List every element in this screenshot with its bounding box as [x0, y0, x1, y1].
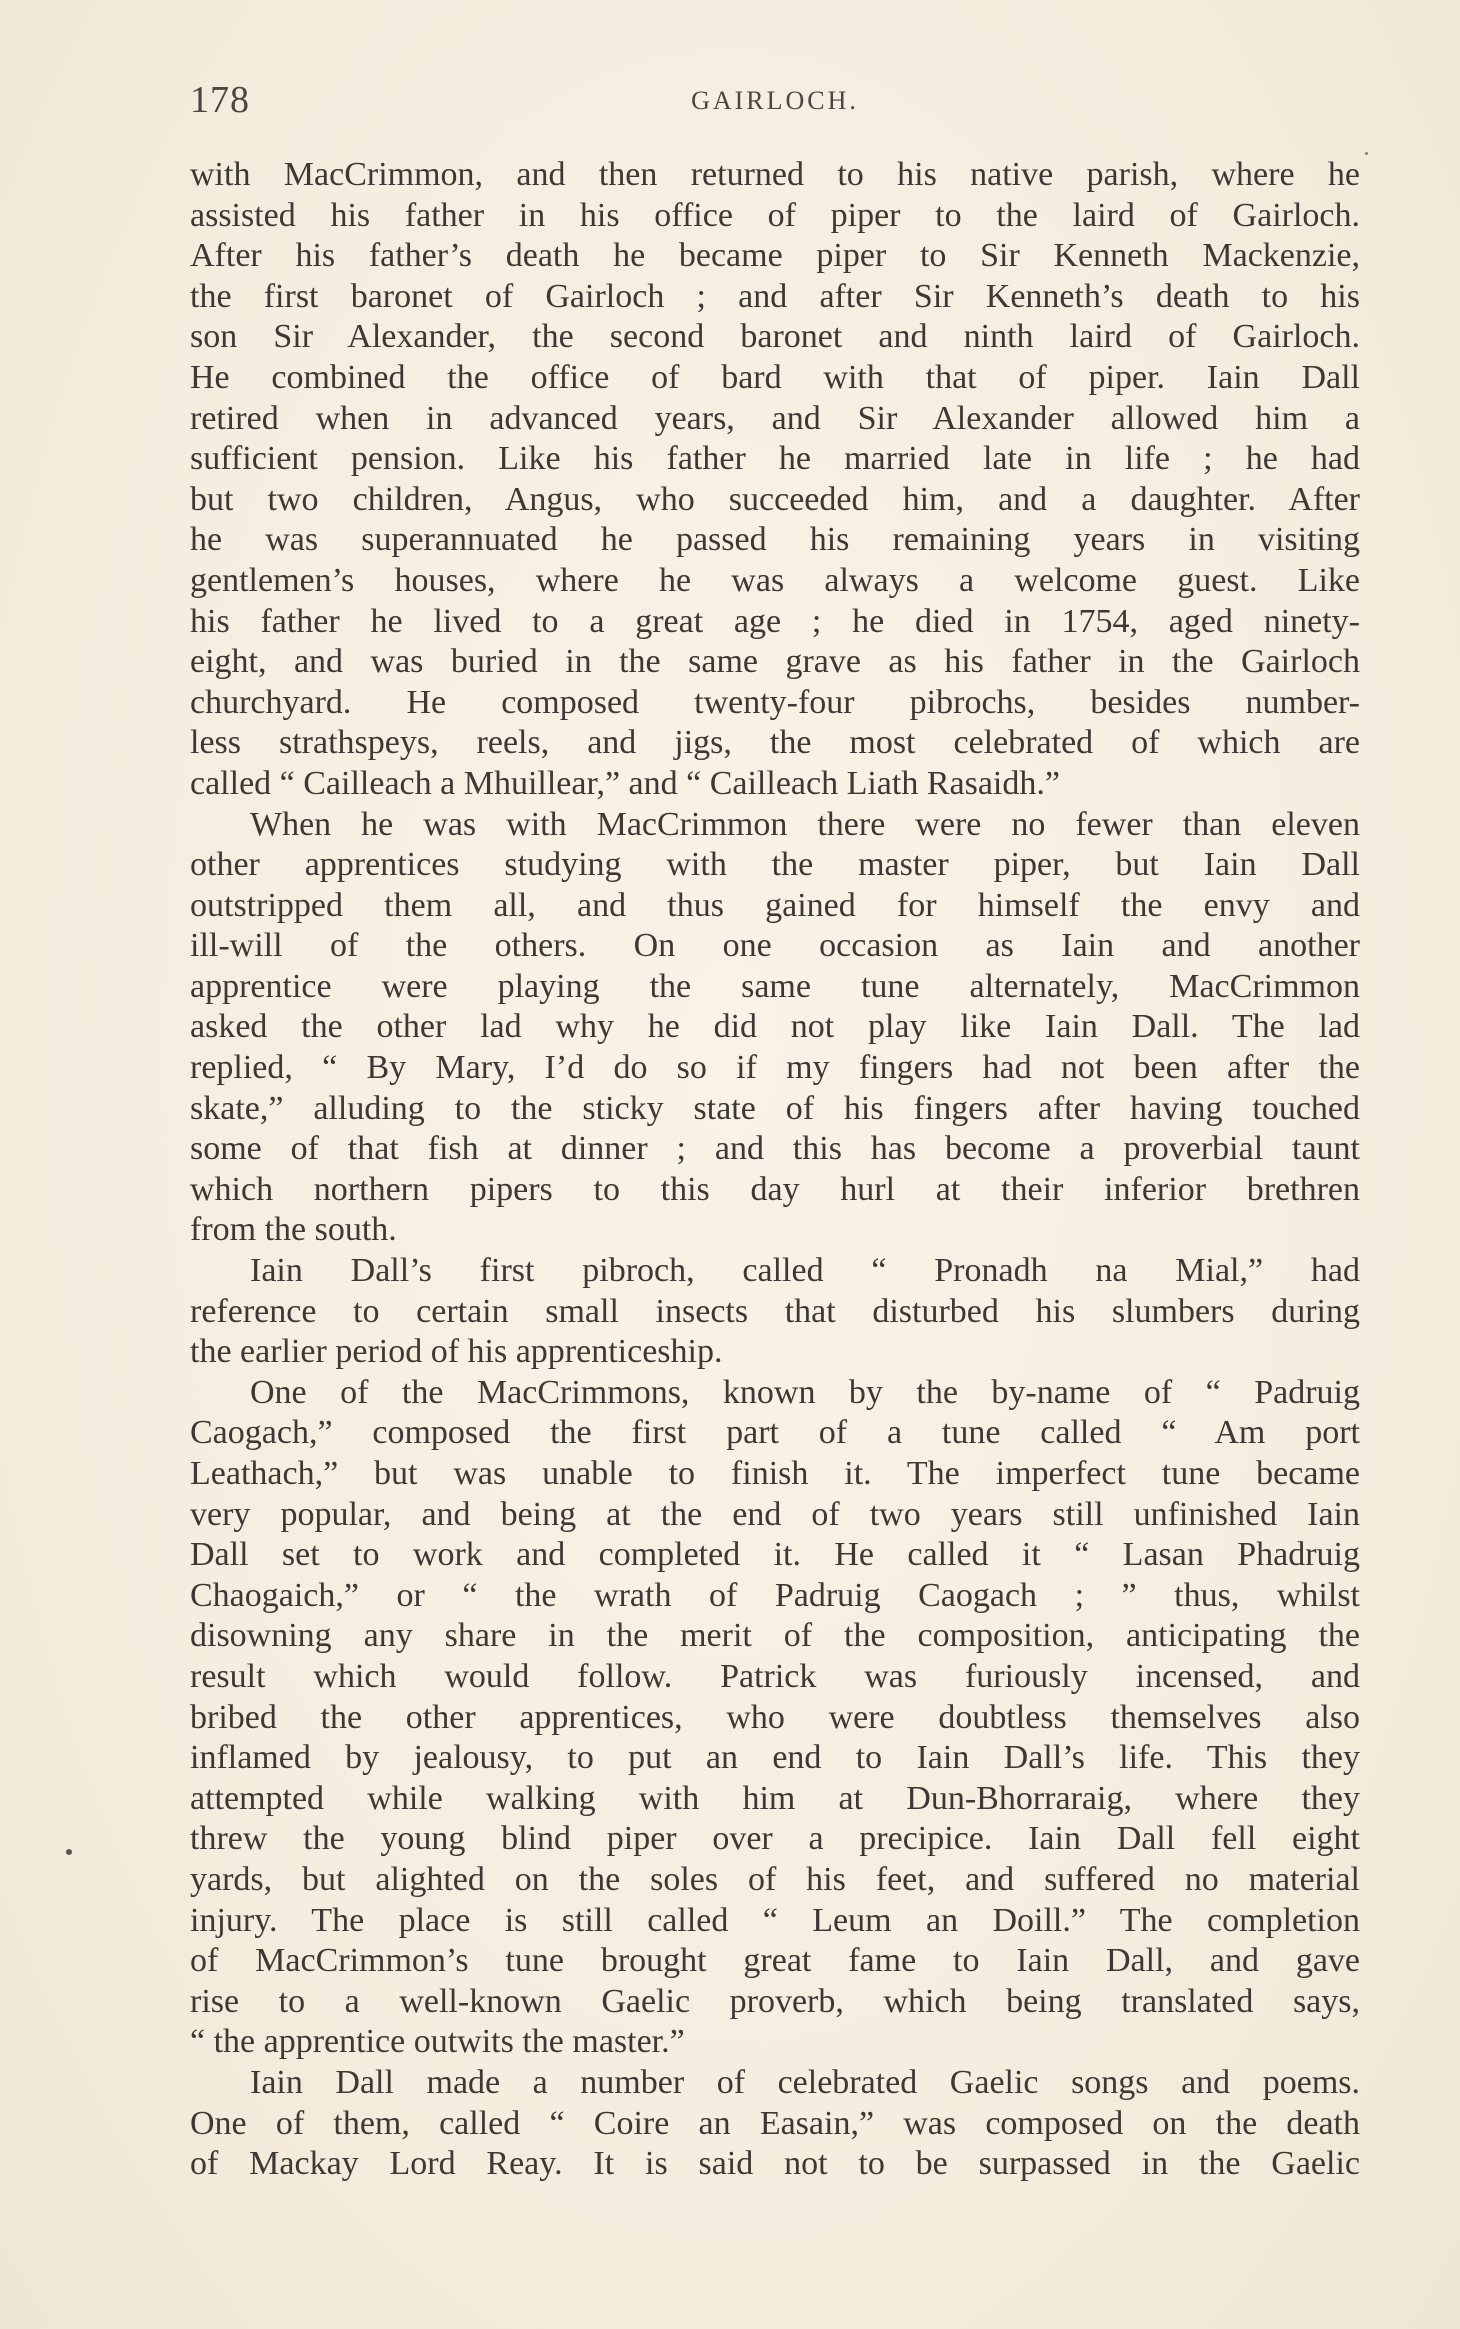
- text-line: skate,” alluding to the sticky state of his fingers after having touched: [190, 1089, 1360, 1127]
- text-line: retired when in advanced years, and Sir Alexander allowed him a: [190, 399, 1360, 437]
- margin-dot: [66, 1849, 72, 1855]
- text-line: of Mackay Lord Reay. It is said not to be surpassed in the Gaelic: [190, 2145, 1360, 2183]
- text-line: replied, “ By Mary, I’d do so if my fingers had not been after the: [190, 1049, 1360, 1087]
- text-line: eight, and was buried in the same grave as his father in the Gairloch: [190, 643, 1360, 681]
- text-line: with MacCrimmon, and then returned to his native parish, where he: [190, 156, 1360, 193]
- text-line: yards, but alighted on the soles of his feet, and suffered no material: [190, 1860, 1360, 1898]
- text-line: After his father’s death he became piper to Sir Kenneth Mackenzie,: [190, 237, 1360, 275]
- page-header: [190, 78, 1360, 128]
- text-line: Leathach,” but was unable to finish it. The imperfect tune became: [190, 1455, 1360, 1492]
- text-line: bribed the other apprentices, who were doubtless themselves also: [190, 1698, 1360, 1736]
- text-line: disowning any share in the merit of the composition, anticipating the: [190, 1617, 1360, 1655]
- text-line: very popular, and being at the end of two years still unfinished Iain: [190, 1495, 1360, 1533]
- text-line: attempted while walking with him at Dun-Bhorraraig, where they: [190, 1779, 1360, 1817]
- body-text: [190, 155, 1360, 2185]
- text-line: ill-will of the others. On one occasion as Iain and another: [190, 927, 1360, 965]
- text-line: he was superannuated he passed his remaining years in visiting: [190, 521, 1360, 559]
- text-line: When he was with MacCrimmon there were no fewer than eleven: [250, 805, 1360, 843]
- text-line: churchyard. He composed twenty-four pibrochs, besides number-: [190, 683, 1360, 721]
- text-line: the first baronet of Gairloch ; and after Sir Kenneth’s death to his: [190, 277, 1360, 315]
- text-line: injury. The place is still called “ Leum an Doill.” The completion: [190, 1901, 1360, 1939]
- text-line: some of that fish at dinner ; and this has become a proverbial taunt: [190, 1130, 1360, 1168]
- text-line: apprentice were playing the same tune alternately, MacCrimmon: [190, 967, 1360, 1005]
- ink-speck: [1365, 152, 1368, 155]
- text-line: threw the young blind piper over a precipice. Iain Dall fell eight: [190, 1820, 1360, 1858]
- text-line: inflamed by jealousy, to put an end to Iain Dall’s life. This they: [190, 1739, 1360, 1777]
- text-line: result which would follow. Patrick was furiously incensed, and: [190, 1657, 1360, 1695]
- text-line: One of them, called “ Coire an Easain,” was composed on the death: [190, 2104, 1360, 2142]
- text-line: assisted his father in his office of piper to the laird of Gairloch.: [190, 196, 1360, 234]
- text-line: less strathspeys, reels, and jigs, the most celebrated of which are: [190, 724, 1360, 762]
- text-line: of MacCrimmon’s tune brought great fame to Iain Dall, and gave: [190, 1942, 1360, 1980]
- text-line: Iain Dall made a number of celebrated Gaelic songs and poems.: [250, 2063, 1360, 2101]
- text-line: sufficient pension. Like his father he married late in life ; he had: [190, 440, 1360, 478]
- text-line: Caogach,” composed the first part of a tune called “ Am port: [190, 1414, 1360, 1452]
- text-line: Dall set to work and completed it. He called it “ Lasan Phadruig: [190, 1536, 1360, 1574]
- text-line: gentlemen’s houses, where he was always a welcome guest. Like: [190, 561, 1360, 599]
- text-line: reference to certain small insects that disturbed his slumbers during: [190, 1292, 1360, 1330]
- text-line: the earlier period of his apprenticeship.: [190, 1333, 723, 1371]
- text-line: One of the MacCrimmons, known by the by-name of “ Padruig: [250, 1373, 1360, 1411]
- text-line: son Sir Alexander, the second baronet and ninth laird of Gairloch.: [190, 318, 1360, 356]
- text-line: Iain Dall’s first pibroch, called “ Pronadh na Mial,” had: [250, 1252, 1360, 1290]
- text-line: He combined the office of bard with that of piper. Iain Dall: [190, 358, 1360, 396]
- text-line: other apprentices studying with the master piper, but Iain Dall: [190, 846, 1360, 884]
- page-number: 178: [190, 79, 250, 121]
- text-line: outstripped them all, and thus gained for himself the envy and: [190, 886, 1360, 924]
- text-line: called “ Cailleach a Mhuillear,” and “ Cailleach Liath Rasaidh.”: [190, 764, 1060, 802]
- text-line: asked the other lad why he did not play like Iain Dall. The lad: [190, 1008, 1360, 1046]
- text-line: his father he lived to a great age ; he died in 1754, aged ninety-: [190, 602, 1360, 640]
- text-line: which northern pipers to this day hurl at their inferior brethren: [190, 1170, 1360, 1208]
- text-line: but two children, Angus, who succeeded him, and a daughter. After: [190, 480, 1360, 518]
- running-head: GAIRLOCH.: [691, 86, 859, 115]
- text-line: “ the apprentice outwits the master.”: [190, 2023, 685, 2061]
- text-line: Chaogaich,” or “ the wrath of Padruig Caogach ; ” thus, whilst: [190, 1576, 1360, 1614]
- text-line: from the south.: [190, 1211, 397, 1249]
- text-line: rise to a well-known Gaelic proverb, which being translated says,: [190, 1982, 1360, 2020]
